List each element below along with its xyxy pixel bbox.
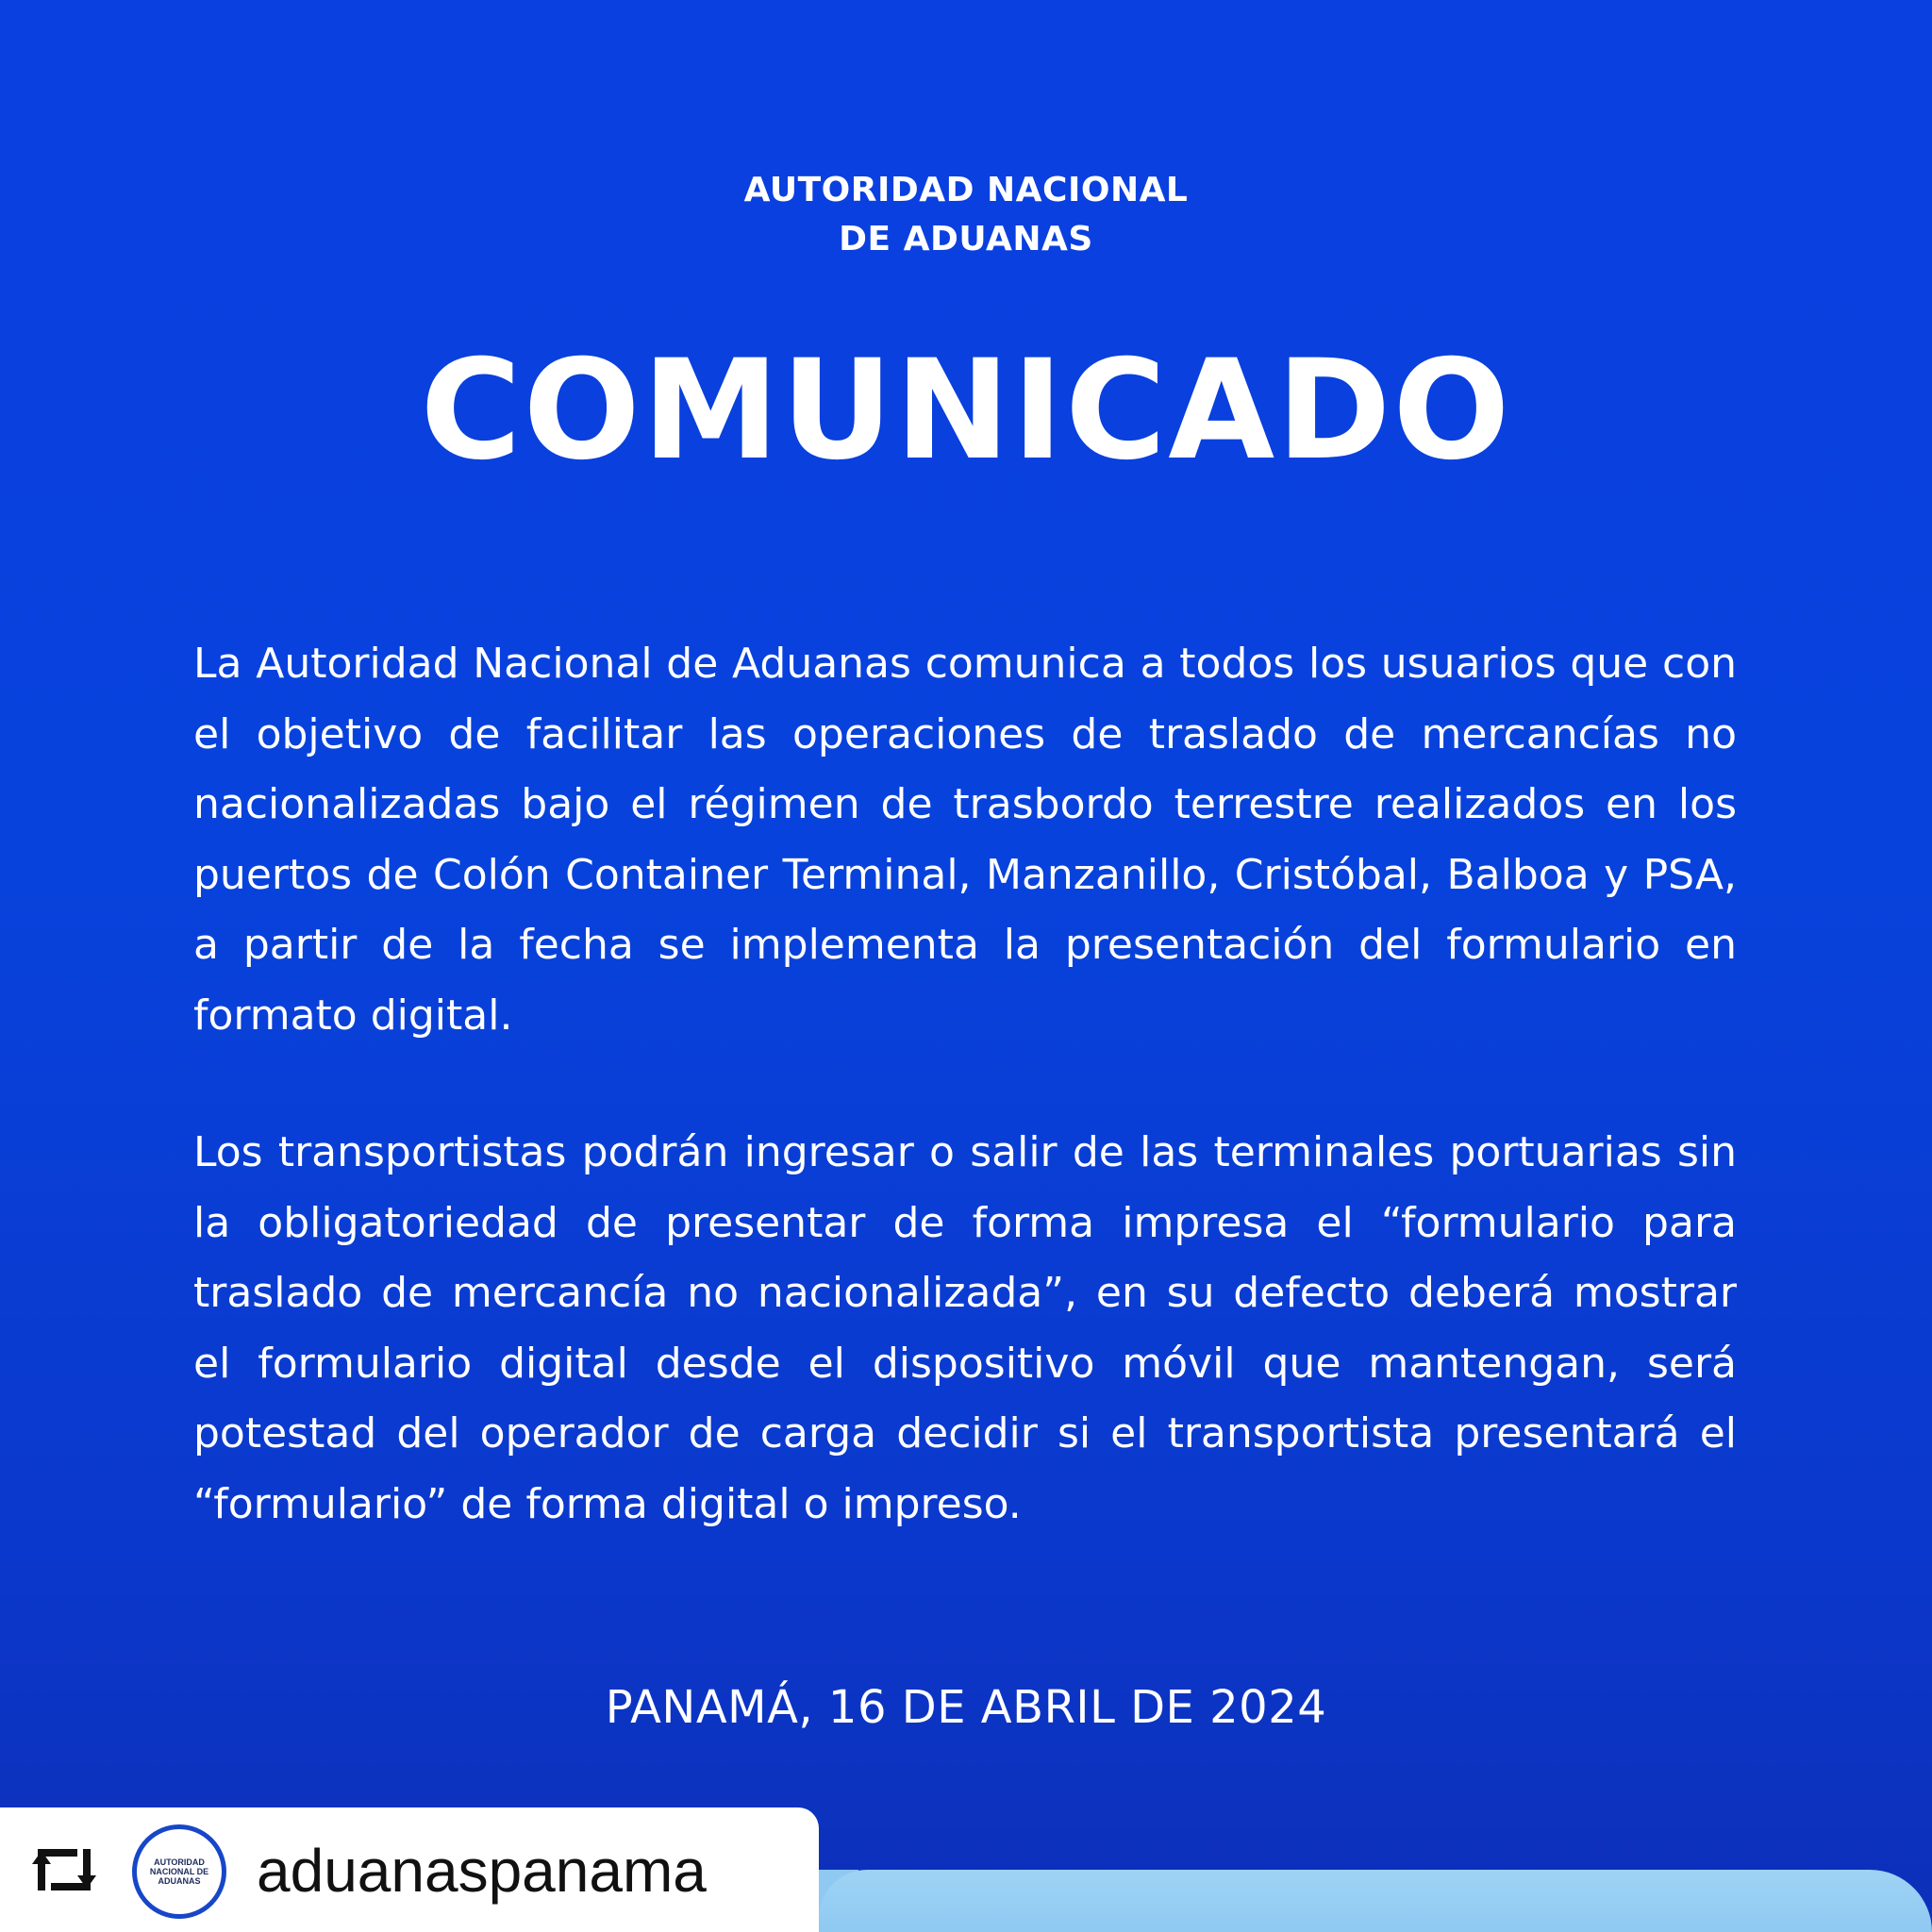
announcement-date: PANAMÁ, 16 DE ABRIL DE 2024 [605, 1681, 1327, 1734]
avatar[interactable] [132, 1824, 226, 1919]
bottom-strip [819, 1870, 1932, 1932]
agency-header-line1: AUTORIDAD NACIONAL [743, 171, 1189, 209]
repost-username[interactable]: aduanaspanama [257, 1837, 707, 1905]
announcement-title: COMUNICADO [420, 330, 1512, 491]
agency-header-line2: DE ADUANAS [839, 220, 1093, 258]
agency-header [0, 166, 1932, 264]
repost-icon[interactable] [28, 1843, 100, 1896]
avatar-logo-text: AUTORIDAD NACIONAL DE ADUANAS [149, 1857, 209, 1886]
body-paragraph-1: La Autoridad Nacional de Aduanas comunica a todos los usuarios que con el objetivo de facilitar las operaciones de traslado de mercancías no nacionalizadas bajo el régimen de trasbordo terrestre realizados en los puertos de Colón Container Terminal, Manzanillo, Cristóbal, Balboa y PSA, a partir de la fecha se implementa la presentación del formulario en formato digital. [193, 640, 1737, 1040]
repost-bar[interactable] [0, 1807, 819, 1932]
body-paragraph-2: Los transportistas podrán ingresar o salir de las terminales portuarias sin la obligatoriedad de presentar de forma impresa el “formulario para traslado de mercancía no nacionalizada”, en su defecto deberá mostrar el formulario digital desde el dispositivo móvil que mantengan, será potestad del operador de carga decidir si el transportista presentará el “formulario” de forma digital o impreso. [193, 1128, 1737, 1528]
